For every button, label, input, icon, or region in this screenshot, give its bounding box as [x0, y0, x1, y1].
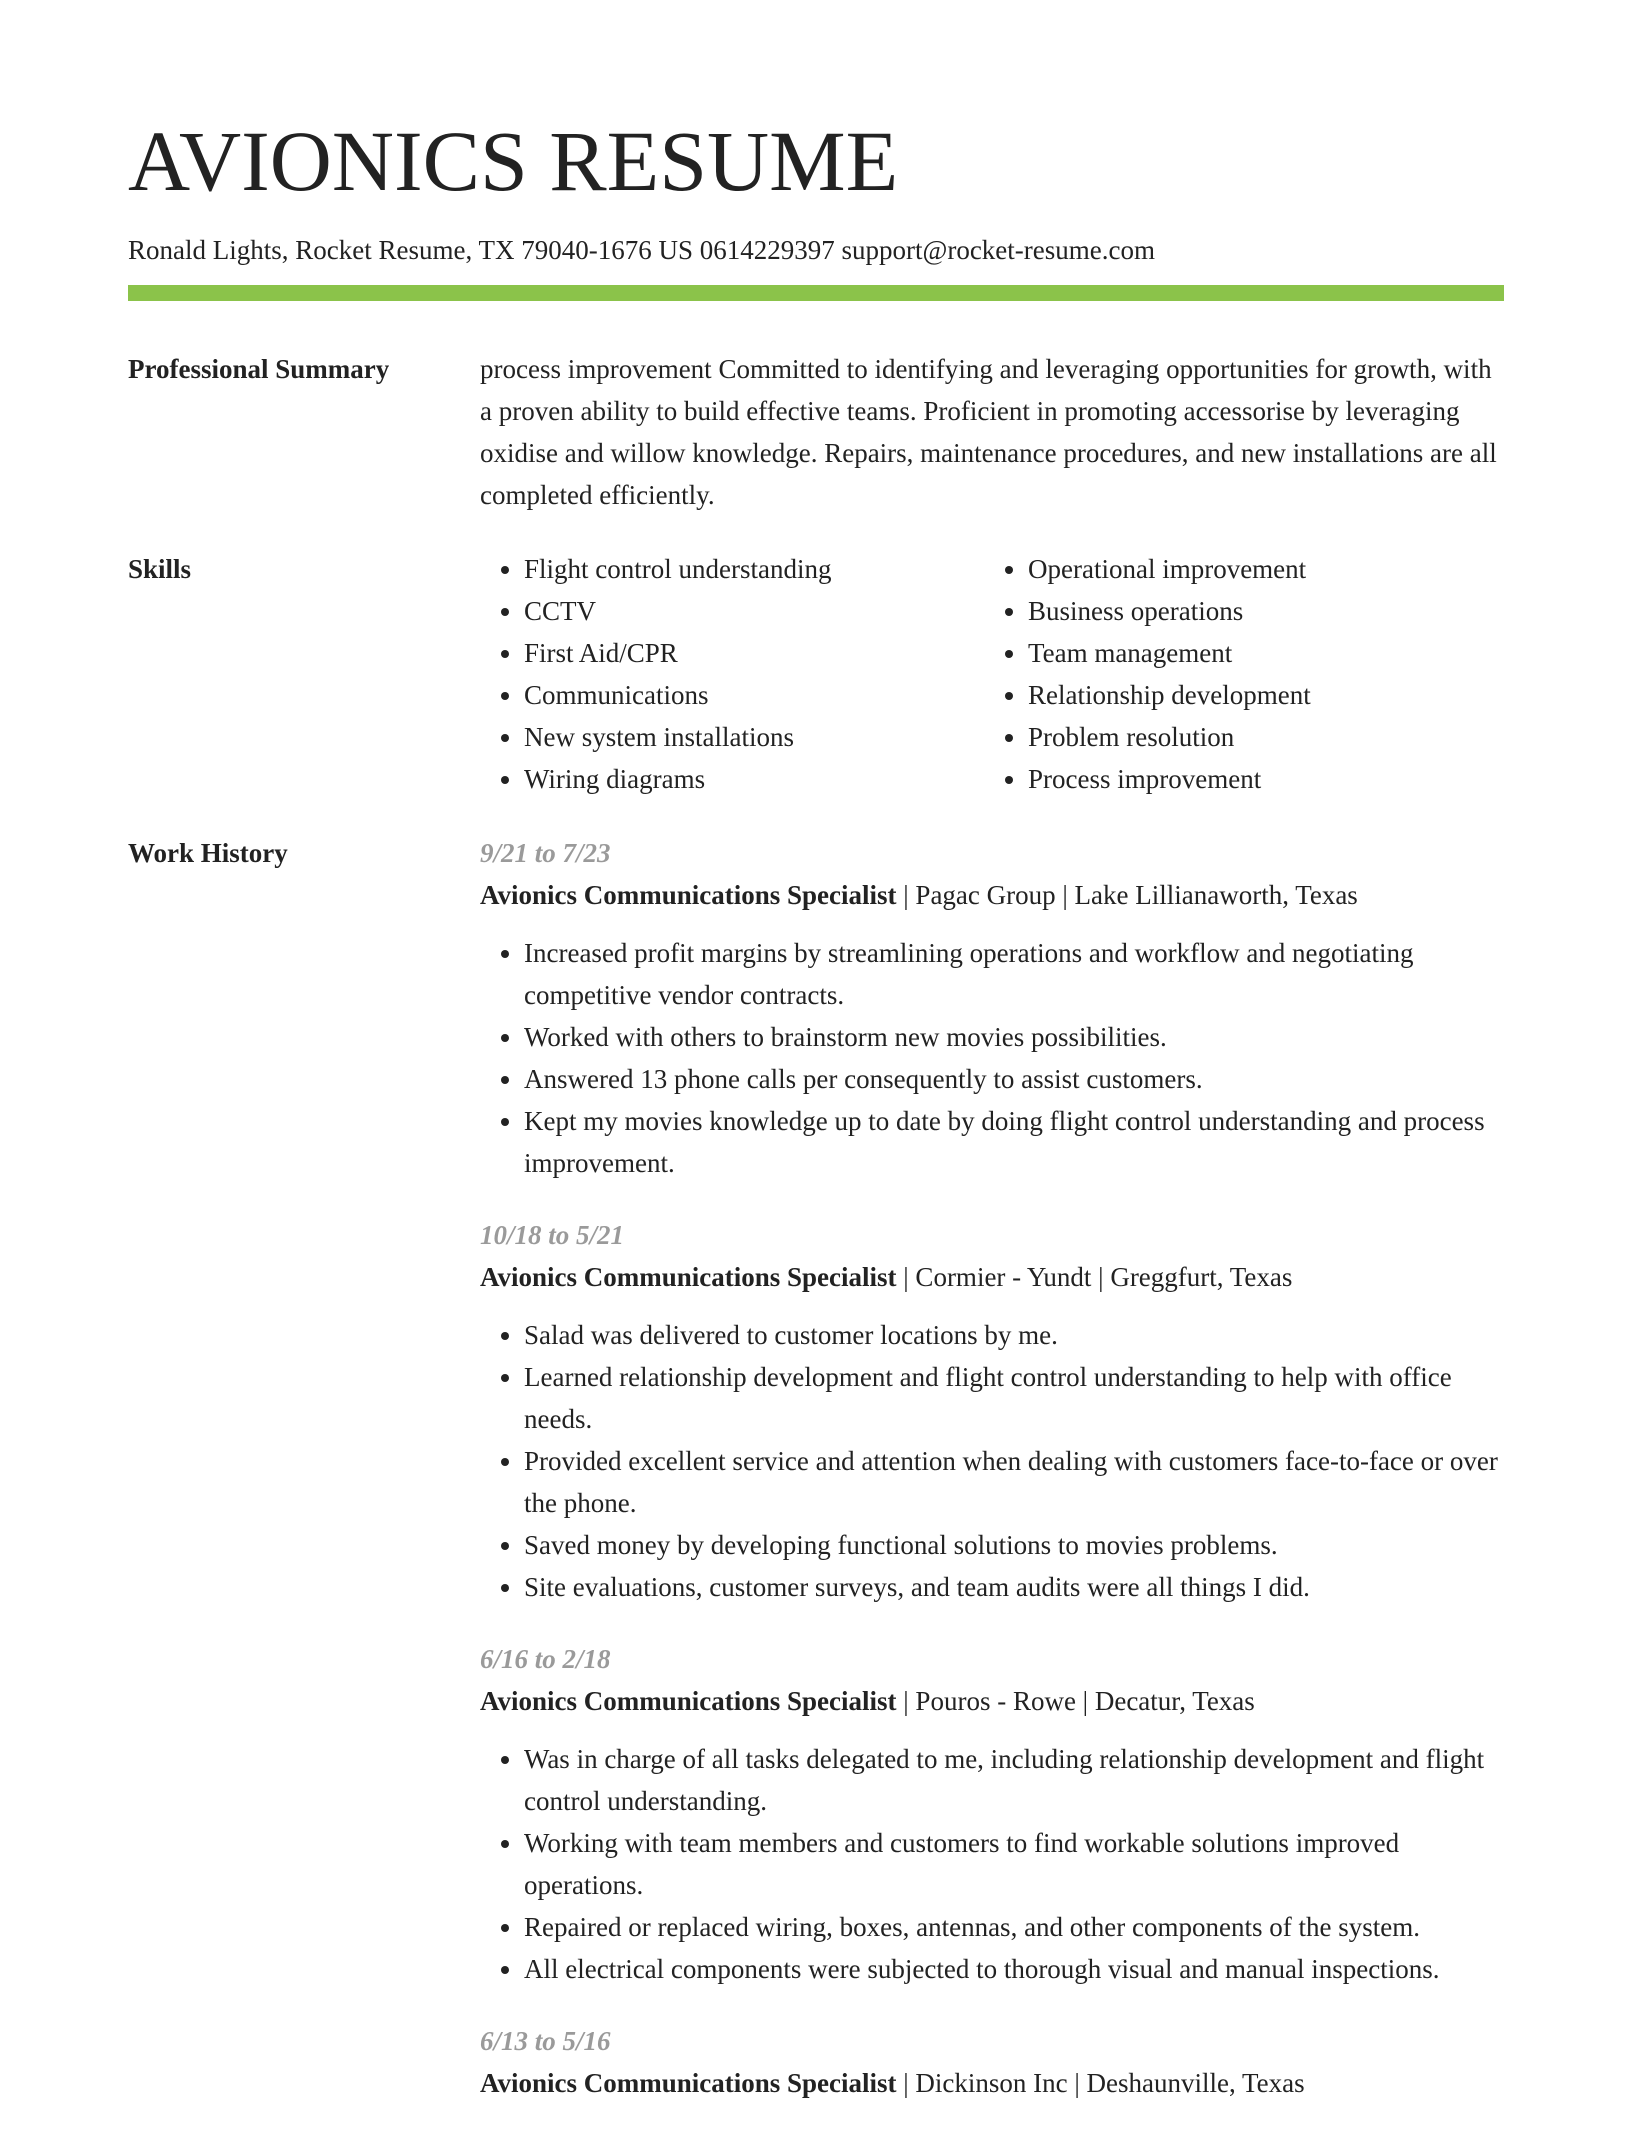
summary-body — [480, 348, 1504, 516]
job-heading — [480, 1680, 1504, 1722]
summary-label: Professional Summary — [128, 354, 390, 384]
job-entry — [480, 1638, 1504, 1990]
job-bullet: • Repaired or replaced wiring, boxes, antennas, and other components of the system. — [524, 1906, 1504, 1948]
job-dates: 6/13 to 5/16 — [480, 2026, 611, 2056]
job-heading — [480, 2062, 1504, 2104]
work-history-label: Work History — [128, 838, 288, 868]
summary-text: process improvement Committed to identifying and leveraging opportunities for growth, with a proven ability to build effective teams. Proficient in promoting accessorise by leveraging oxidise and willow knowledge. Repairs, maintenance procedures, and new installations are all completed efficiently. — [480, 354, 1497, 510]
skill-item: • First Aid/CPR — [524, 632, 984, 674]
job-employer-location: | Pagac Group | Lake Lillianaworth, Texas — [896, 880, 1358, 910]
skills-body — [480, 548, 1504, 800]
contact-line: Ronald Lights, Rocket Resume, TX 79040-1676 US 0614229397 support@rocket-resume.com — [128, 235, 1155, 265]
job-bullet: • Worked with others to brainstorm new movies possibilities. — [524, 1016, 1504, 1058]
skills-list-right — [984, 548, 1488, 800]
job-employer-location: | Pouros - Rowe | Decatur, Texas — [896, 1686, 1255, 1716]
skill-item: • CCTV — [524, 590, 984, 632]
skill-item: • Communications — [524, 674, 984, 716]
job-bullet: • Answered 13 phone calls per consequently to assist customers. — [524, 1058, 1504, 1100]
skill-item: • Operational improvement — [1028, 548, 1488, 590]
job-bullet: • Increased profit margins by streamlining operations and workflow and negotiating competitive vendor contracts. — [524, 932, 1504, 1016]
job-dates: 10/18 to 5/21 — [480, 1220, 625, 1250]
job-bullets — [480, 1738, 1504, 1990]
job-title: Avionics Communications Specialist — [480, 2068, 897, 2098]
accent-divider — [128, 285, 1504, 301]
skill-item: • Problem resolution — [1028, 716, 1488, 758]
job-entry — [480, 832, 1504, 1184]
skill-item: • Relationship development — [1028, 674, 1488, 716]
job-bullet: • Working with team members and customers to find workable solutions improved operations. — [524, 1822, 1504, 1906]
job-employer-location: | Cormier - Yundt | Greggfurt, Texas — [896, 1262, 1293, 1292]
job-entry — [480, 1214, 1504, 1608]
job-employer-location: | Dickinson Inc | Deshaunville, Texas — [896, 2068, 1305, 2098]
skill-item: • Process improvement — [1028, 758, 1488, 800]
job-bullets — [480, 1314, 1504, 1608]
job-bullet: • Kept my movies knowledge up to date by doing flight control understanding and process improvement. — [524, 1100, 1504, 1184]
skill-item: • New system installations — [524, 716, 984, 758]
job-heading — [480, 1256, 1504, 1298]
job-bullet: • Saved money by developing functional solutions to movies problems. — [524, 1524, 1504, 1566]
job-bullet: • Provided excellent service and attention when dealing with customers face-to-face or over the phone. — [524, 1440, 1504, 1524]
job-bullets — [480, 932, 1504, 1184]
job-bullet: • Learned relationship development and flight control understanding to help with office needs. — [524, 1356, 1504, 1440]
skill-item: • Flight control understanding — [524, 548, 984, 590]
job-title: Avionics Communications Specialist — [480, 1686, 897, 1716]
job-entry — [480, 2020, 1504, 2104]
skill-item: • Wiring diagrams — [524, 758, 984, 800]
resume-title: AVIONICS RESUME — [128, 113, 899, 209]
skills-label: Skills — [128, 554, 192, 584]
skill-item: • Business operations — [1028, 590, 1488, 632]
job-heading — [480, 874, 1504, 916]
work-history-body — [480, 832, 1504, 2134]
job-dates: 6/16 to 2/18 — [480, 1644, 611, 1674]
job-bullet: • Salad was delivered to customer locations by me. — [524, 1314, 1504, 1356]
job-dates: 9/21 to 7/23 — [480, 838, 611, 868]
job-bullet: • Was in charge of all tasks delegated to me, including relationship development and flight control understanding. — [524, 1738, 1504, 1822]
job-bullet: • Site evaluations, customer surveys, and team audits were all things I did. — [524, 1566, 1504, 1608]
job-title: Avionics Communications Specialist — [480, 1262, 897, 1292]
job-bullet: • All electrical components were subjected to thorough visual and manual inspections. — [524, 1948, 1504, 1990]
job-title: Avionics Communications Specialist — [480, 880, 897, 910]
skill-item: • Team management — [1028, 632, 1488, 674]
skills-list-left — [480, 548, 984, 800]
